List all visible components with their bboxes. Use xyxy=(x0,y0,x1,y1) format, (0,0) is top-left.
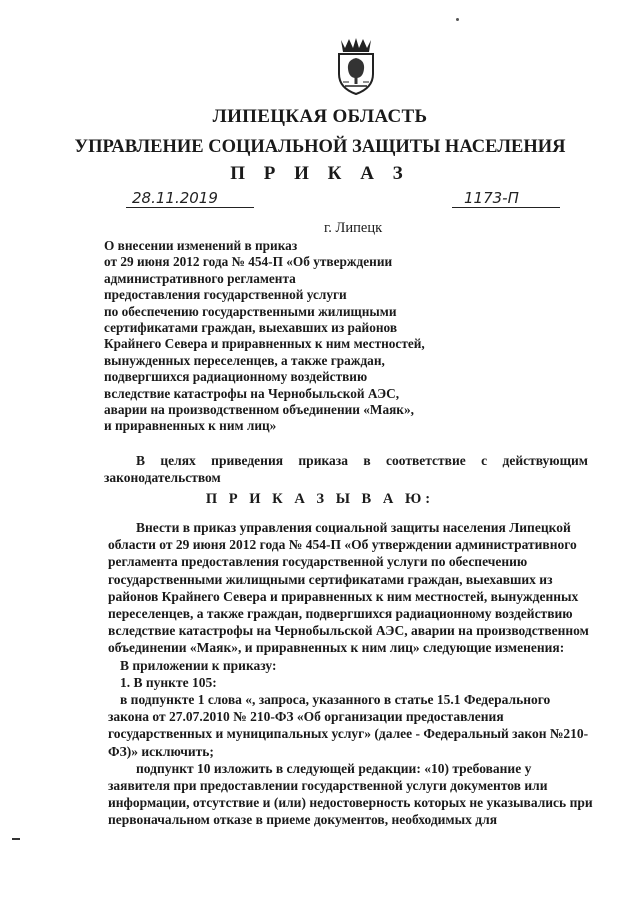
subject-line: административного регламента xyxy=(104,270,296,286)
purpose-word: В xyxy=(136,453,146,468)
body-line: районов Крайнего Севера и приравненных к ним местностей, вынужденных xyxy=(108,588,579,604)
subject-line: аварии на производственном объединении «Маяк», xyxy=(104,402,414,418)
purpose-line-2: законодательством xyxy=(104,470,221,485)
subject-line: вынужденных переселенцев, а также граждан, xyxy=(104,352,385,368)
handwritten-date: 28.11.2019 xyxy=(132,189,218,207)
body-line: 1. В пункте 105: xyxy=(120,674,217,690)
subject-line: и приравненных к ним лиц» xyxy=(104,418,277,434)
body-line: государственными жилищными сертификатами граждан, выехавших из xyxy=(108,571,553,587)
scan-speck xyxy=(456,18,459,21)
subject-line: предоставления государственной услуги xyxy=(104,287,347,303)
body-line: первоначальном отказе в приеме документов, необходимых для xyxy=(108,812,497,828)
purpose-word: в xyxy=(363,453,371,468)
order-heading: П Р И К А З Ы В А Ю: xyxy=(205,491,435,507)
body-line: государственных и муниципальных услуг» (далее - Федеральный закон №210- xyxy=(108,726,589,742)
body-line: вследствие катастрофы на Чернобыльской АЭС, аварии на производственном xyxy=(108,623,589,639)
body-line: подпункт 10 изложить в следующей редакции: «10) требование у xyxy=(136,760,532,776)
purpose-word: приведения xyxy=(211,453,284,468)
purpose-word: целях xyxy=(160,453,196,468)
body-line: в подпункте 1 слова «, запроса, указанного в статье 15.1 Федерального xyxy=(120,692,551,708)
body-line: закона от 27.07.2010 № 210-ФЗ «Об организации предоставления xyxy=(108,709,504,725)
subject-line: сертификатами граждан, выехавших из районов xyxy=(104,320,397,336)
date-underline xyxy=(126,207,254,208)
subject-line: по обеспечению государственными жилищными xyxy=(104,303,397,319)
body-line: Внести в приказ управления социальной защиты населения Липецкой xyxy=(136,520,571,535)
body-line: заявителя при предоставлении государственной услуги документов или xyxy=(108,778,548,794)
body-line: информации, отсутствие и (или) недостоверность которых не указывались при xyxy=(108,795,593,811)
purpose-word: с xyxy=(481,453,488,468)
margin-mark xyxy=(12,838,20,840)
purpose-line-1 xyxy=(104,452,588,469)
body-line: переселенцев, а также граждан, подвергшихся радиационному воздействию xyxy=(108,606,573,622)
body-line: В приложении к приказу: xyxy=(120,657,277,673)
subject-line: подвергшихся радиационному воздействию xyxy=(104,369,368,385)
body-line: ФЗ)» исключить; xyxy=(108,743,214,759)
subject-line: от 29 июня 2012 года № 454-П «Об утверждении xyxy=(104,254,393,270)
subject-block xyxy=(104,238,444,435)
purpose-word: соответствие xyxy=(386,453,466,468)
body-line: регламента предоставления государственной услуги по обеспечению xyxy=(108,554,528,570)
subject-line: Крайнего Севера и приравненных к ним местностей, xyxy=(104,336,425,352)
subject-line: О внесении изменений в приказ xyxy=(104,238,298,253)
city-line: г. Липецк xyxy=(324,220,383,236)
department-title: УПРАВЛЕНИЕ СОЦИАЛЬНОЙ ЗАЩИТЫ НАСЕЛЕНИЯ xyxy=(74,137,566,157)
coat-of-arms-icon xyxy=(331,36,381,96)
region-title: ЛИПЕЦКАЯ ОБЛАСТЬ xyxy=(212,106,428,127)
body-line: области от 29 июня 2012 года № 454-П «Об утверждении административного xyxy=(108,537,577,553)
document-type-title: П Р И К А З xyxy=(230,163,410,184)
body-line: объединении «Маяк», и приравненных к ним лиц» следующие изменения: xyxy=(108,640,565,656)
purpose-word: приказа xyxy=(298,453,348,468)
purpose-word: действующим xyxy=(502,453,588,468)
handwritten-order-number: 1173-П xyxy=(464,189,519,207)
order-body xyxy=(108,519,593,829)
number-underline xyxy=(452,207,560,208)
subject-line: вследствие катастрофы на Чернобыльской АЭС, xyxy=(104,385,400,401)
purpose-paragraph xyxy=(104,452,588,486)
